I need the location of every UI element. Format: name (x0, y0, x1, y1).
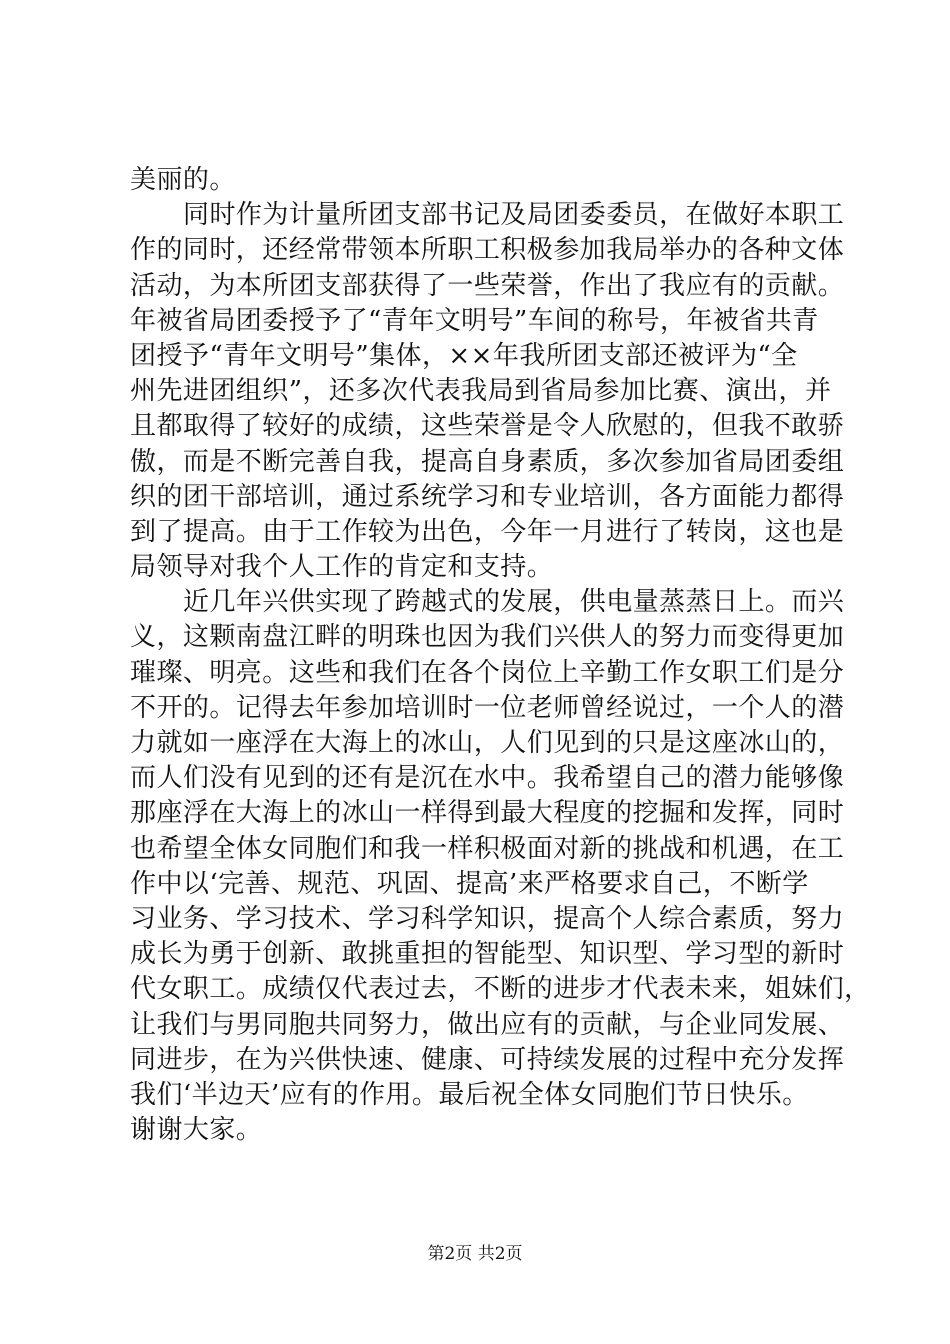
page-number-footer: 第2页 共2页 (427, 1244, 523, 1264)
text-line: 璀璨、明亮。这些和我们在各个岗位上辛勤工作女职工们是分 (130, 657, 845, 688)
text-line: 也希望全体女同胞们和我一样积极面对新的挑战和机遇，在工 (130, 833, 845, 864)
text-line: 作的同时，还经常带领本所职工积极参加我局举办的各种文体 (130, 235, 845, 266)
text-line: 谢谢大家。 (130, 1115, 263, 1146)
text-line: 作中以‘完善、规范、巩固、提高’来严格要求自己，不断学 (130, 868, 809, 899)
text-line: 团授予“青年文明号”集体，××年我所团支部还被评为“全 (130, 340, 798, 371)
text-line: 让我们与男同胞共同努力，做出应有的贡献，与企业同发展、 (130, 1009, 845, 1040)
text-line: 同进步，在为兴供快速、健康、可持续发展的过程中充分发挥 (130, 1044, 845, 1075)
text-line: 州先进团组织”，还多次代表我局到省局参加比赛、演出，并 (130, 376, 832, 407)
text-line: 局领导对我个人工作的肯定和支持。 (130, 552, 554, 583)
text-line: 习业务、学习技术、学习科学知识，提高个人综合素质，努力 (130, 903, 845, 934)
text-line: 且都取得了较好的成绩，这些荣誉是令人欣慰的，但我不敢骄 (130, 411, 845, 442)
text-line: 义，这颗南盘江畔的明珠也因为我们兴供人的努力而变得更加 (130, 622, 845, 653)
text-line: 同时作为计量所团支部书记及局团委委员，在做好本职工 (183, 200, 845, 231)
text-line: 我们‘半边天’应有的作用。最后祝全体女同胞们节日快乐。 (130, 1079, 809, 1110)
text-line: 织的团干部培训，通过系统学习和专业培训，各方面能力都得 (130, 481, 845, 512)
text-line: 不开的。记得去年参加培训时一位老师曾经说过，一个人的潜 (130, 692, 845, 723)
text-line: 那座浮在大海上的冰山一样得到最大程度的挖掘和发挥，同时 (130, 798, 845, 829)
text-line: 力就如一座浮在大海上的冰山，人们见到的只是这座冰山的， (130, 728, 845, 758)
body-text (130, 163, 871, 1148)
text-line: 到了提高。由于工作较为出色，今年一月进行了转岗，这也是 (130, 516, 845, 547)
text-line: 傲，而是不断完善自我，提高自身素质，多次参加省局团委组 (130, 446, 845, 477)
text-line: 年被省局团委授予了“青年文明号”车间的称号，年被省共青 (130, 305, 819, 336)
text-line: 美丽的。 (130, 165, 236, 195)
text-line: 代女职工。成绩仅代表过去，不断的进步才代表未来，姐妹们， (130, 974, 871, 1005)
text-line: 成长为勇于创新、敢挑重担的智能型、知识型、学习型的新时 (130, 939, 845, 970)
text-line: 而人们没有见到的还有是沉在水中。我希望自己的潜力能够像 (130, 763, 845, 794)
text-line: 近几年兴供实现了跨越式的发展，供电量蒸蒸日上。而兴 (183, 587, 845, 618)
text-line: 活动，为本所团支部获得了一些荣誉，作出了我应有的贡献。 (130, 270, 845, 301)
